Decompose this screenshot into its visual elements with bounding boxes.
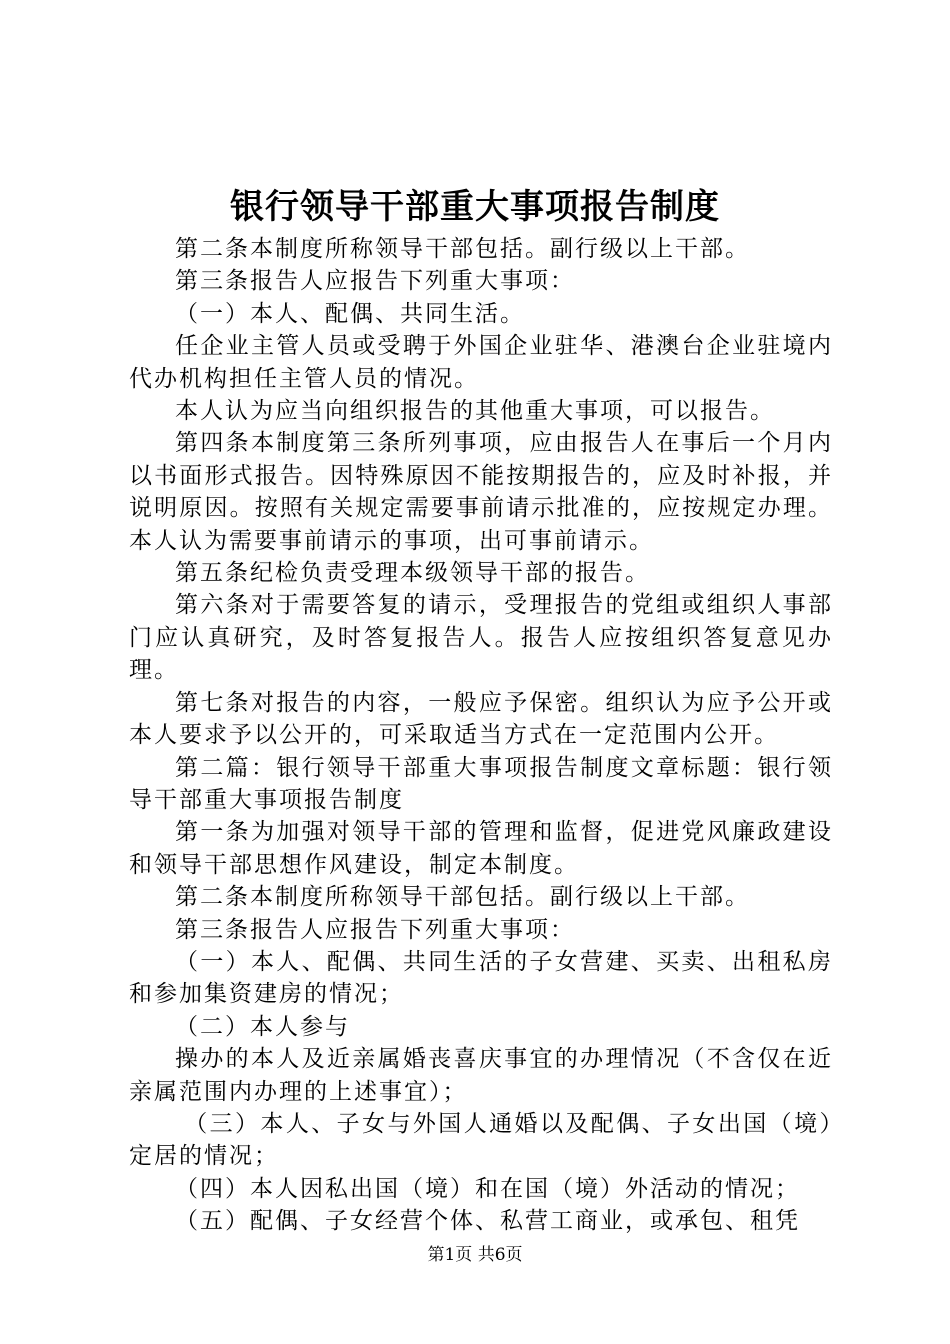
paragraph: （五）配偶、子女经营个体、私营工商业，或承包、租凭 (175, 1208, 800, 1235)
paragraph: （三）本人、子女与外国人通婚以及配偶、子女出国（境）定居的情况； (129, 1110, 833, 1170)
paragraph: （一）本人、配偶、共同生活的子女营建、买卖、出租私房和参加集资建房的情况； (129, 948, 833, 1008)
paragraph: 任企业主管人员或受聘于外国企业驻华、港澳台企业驻境内代办机构担任主管人员的情况。 (129, 333, 833, 392)
paragraph: 第四条本制度第三条所列事项，应由报告人在事后一个月内以书面形式报告。因特殊原因不能按期报告的，应及时补报，并说明原因。按照有关规定需要事前请示批准的，应按规定办理。本人认为需要事前请示的事项，出可事前请示。 (129, 430, 833, 554)
paragraph: 操办的本人及近亲属婚丧喜庆事宜的办理情况（不含仅在近亲属范围内办理的上述事宜）； (129, 1046, 833, 1105)
paragraph: 第六条对于需要答复的请示，受理报告的党组或组织人事部门应认真研究，及时答复报告人。报告人应按组织答复意见办理。 (129, 592, 833, 684)
paragraph: 第五条纪检负责受理本级领导干部的报告。 (175, 560, 650, 587)
paragraph: 第七条对报告的内容，一般应予保密。组织认为应予公开或本人要求予以公开的，可采取适当方式在一定范围内公开。 (129, 689, 833, 749)
paragraph: （二）本人参与 (175, 1013, 350, 1040)
paragraph: 第一条为加强对领导干部的管理和监督，促进党风廉政建设和领导干部思想作风建设，制定本制度。 (129, 819, 833, 878)
paragraph: （一）本人、配偶、共同生活。 (175, 300, 525, 327)
paragraph: （四）本人因私出国（境）和在国（境）外活动的情况； (175, 1175, 800, 1202)
paragraph: 第二篇：银行领导干部重大事项报告制度文章标题：银行领导干部重大事项报告制度 (129, 754, 833, 813)
page-footer: 第1页 共6页 (427, 1245, 523, 1265)
document-title: 银行领导干部重大事项报告制度 (230, 187, 720, 227)
document-body (129, 233, 833, 1238)
paragraph: 本人认为应当向组织报告的其他重大事项，可以报告。 (175, 398, 775, 425)
paragraph: 第二条本制度所称领导干部包括。副行级以上干部。 (175, 236, 750, 262)
paragraph: 第三条报告人应报告下列重大事项： (175, 268, 575, 295)
paragraph: 第三条报告人应报告下列重大事项： (175, 916, 575, 943)
paragraph: 第二条本制度所称领导干部包括。副行级以上干部。 (175, 884, 750, 911)
